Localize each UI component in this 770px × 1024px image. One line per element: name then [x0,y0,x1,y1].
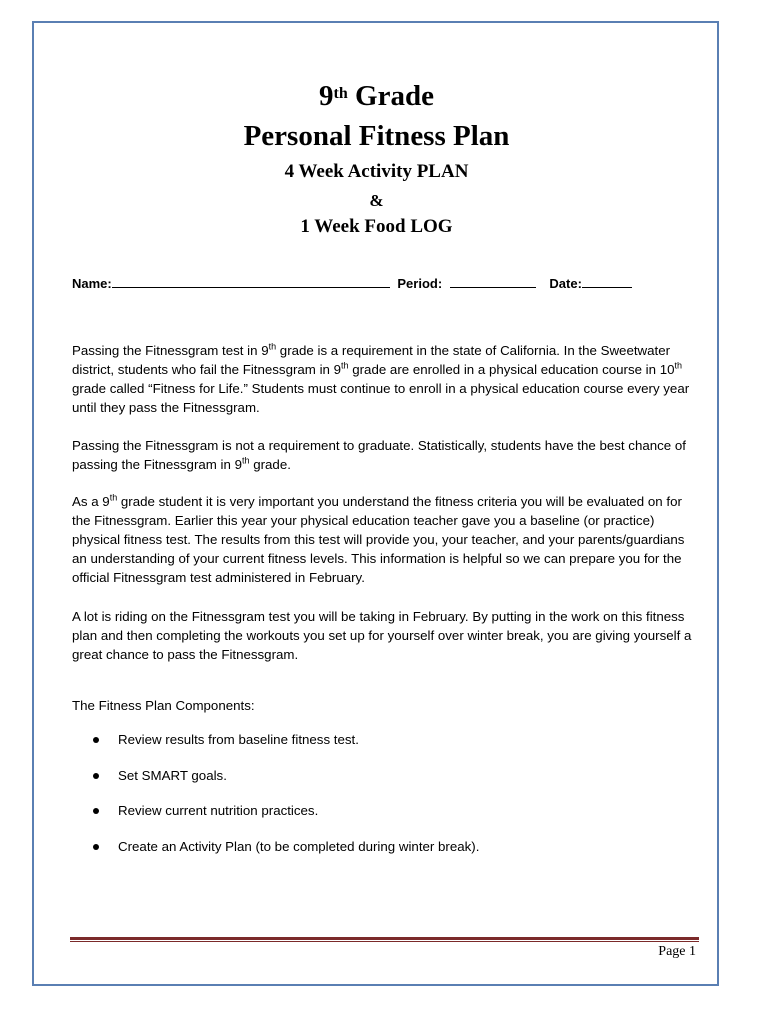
list-item: Review results from baseline fitness test. [90,730,479,766]
period-field[interactable] [450,275,536,288]
paragraph-graduation: Passing the Fitnessgram is not a requirement to graduate. Statistically, students have the best chance of passing the Fitnessgram in 9th grade. [72,438,686,472]
grade-title: 9th Grade [319,80,434,112]
date-field[interactable] [582,275,632,288]
list-item: Review current nutrition practices. [90,801,479,837]
list-item: Set SMART goals. [90,766,479,802]
date-label: Date: [549,276,582,291]
activity-plan-subtitle: 4 Week Activity PLAN [284,161,469,182]
plan-title: Personal Fitness Plan [243,120,510,152]
period-label: Period: [397,276,443,291]
page-number: Page 1 [658,944,696,959]
bullet-icon [93,808,99,814]
bullet-icon [93,844,99,850]
name-label: Name: [72,276,112,291]
food-log-subtitle: 1 Week Food LOG [300,216,453,237]
paragraph-fitness-criteria: As a 9th grade student it is very important you understand the fitness criteria you will be evaluated on for the Fitnessgram. Earlier this year your physical education teacher gave you a baseline (or practice) physical fitness test. The results from this test will provide you, your teacher, and your parents/guardians an understanding of your current fitness levels. This information is helpful so we can prepare you for the official Fitnessgram test administered in February. [72,492,685,585]
student-info-fields [72,275,632,291]
name-field[interactable] [112,275,390,288]
footer-divider [70,937,699,940]
ampersand: & [369,191,384,210]
bullet-icon [93,737,99,743]
bullet-icon [93,773,99,779]
paragraph-february-test: A lot is riding on the Fitnessgram test you will be taking in February. By putting in the work on this fitness plan and then completing the workouts you set up for yourself over winter break, you are giving yourself a great chance to pass the Fitnessgram. [72,609,692,662]
components-list [90,730,479,872]
paragraph-california-requirement: Passing the Fitnessgram test in 9th grade is a requirement in the state of California. In the Sweetwater district, students who fail the Fitnessgram in 9th grade are enrolled in a physical education course in 10th grade called “Fitness for Life.” Students must continue to enroll in a physical education course every year until they pass the Fitnessgram. [72,341,690,415]
components-heading: The Fitness Plan Components: [72,698,255,713]
footer-divider-thin [70,941,699,942]
list-item: Create an Activity Plan (to be completed during winter break). [90,837,479,873]
